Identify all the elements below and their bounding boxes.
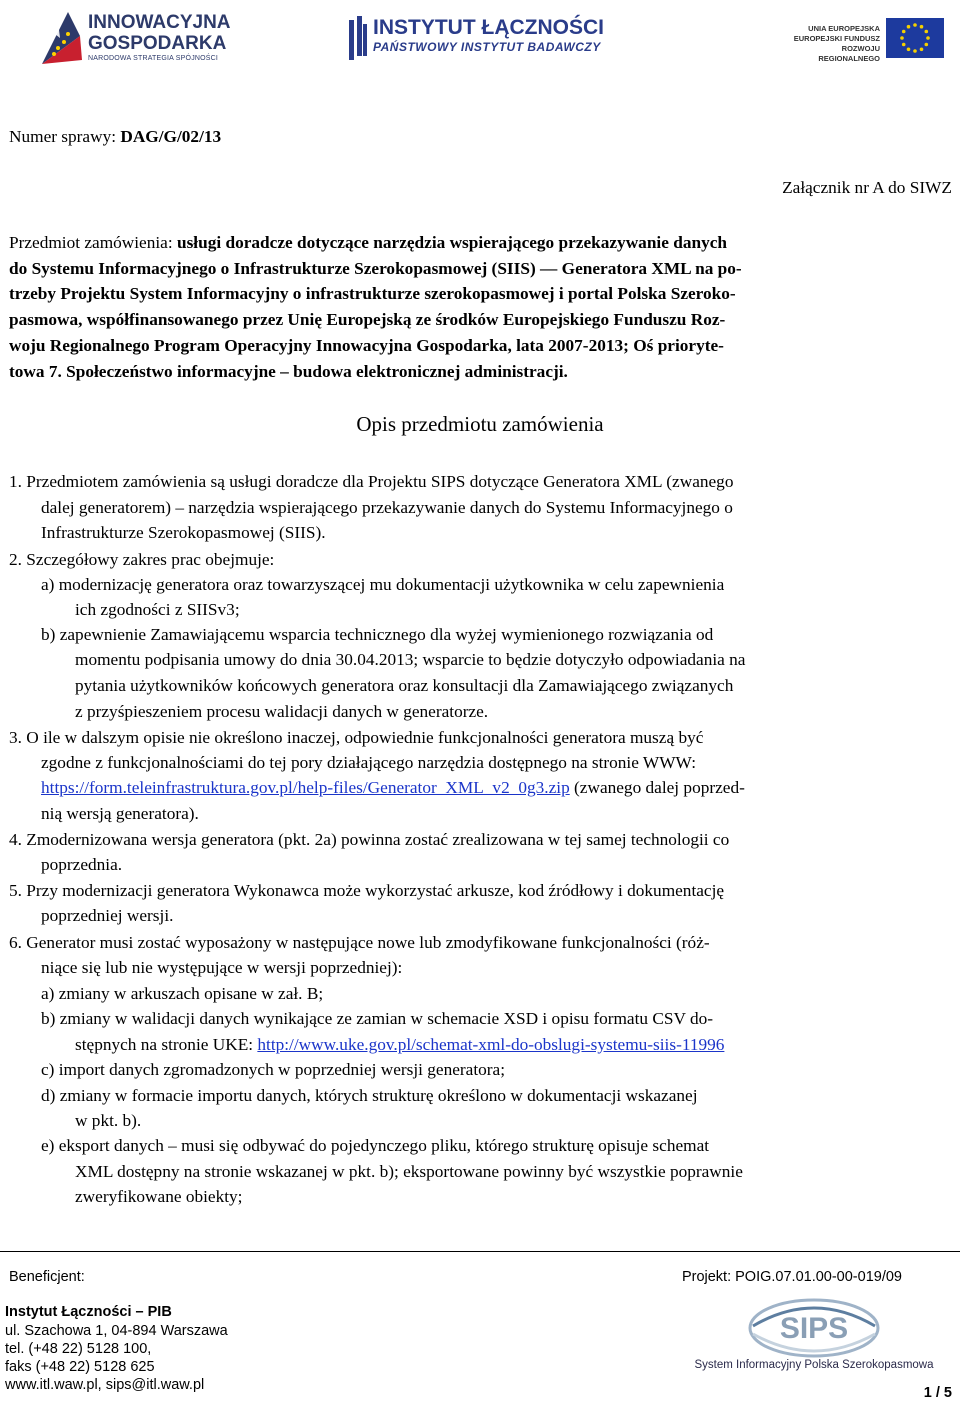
- ig-logo-line1: INNOWACYJNA: [88, 12, 231, 33]
- eu-star-icon: [925, 30, 929, 34]
- body-text: 3. O ile w dalszym opisie nie określono inaczej, odpowiednie funkcjonalności generatora muszą być: [9, 728, 704, 747]
- subject-line: [9, 283, 736, 305]
- body-text: (zwanego dalej poprzed-: [569, 778, 745, 797]
- body-line: [9, 880, 724, 902]
- body-text: pytania użytkowników końcowych generatora oraz konsultacji dla Zamawiającego związanych: [75, 676, 734, 695]
- body-text: XML dostępny na stronie wskazanej w pkt. b); eksportowane powinny być wszystkie poprawnie: [75, 1162, 743, 1181]
- subject-line: [9, 335, 724, 357]
- body-text: z przyśpieszeniem procesu walidacji danych w generatorze.: [75, 702, 489, 721]
- body-text: b) zmiany w walidacji danych wynikające ze zamian w schemacie XSD i opisu formatu CSV do-: [41, 1009, 714, 1028]
- body-line: [41, 905, 173, 927]
- subject-line: [9, 361, 568, 383]
- body-line: [9, 727, 703, 749]
- org-web: www.itl.waw.pl, sips@itl.waw.pl: [5, 1377, 205, 1393]
- footer-divider: [0, 1251, 960, 1252]
- ig-emblem-icon: [38, 8, 84, 68]
- eu-star-icon: [913, 23, 917, 27]
- eu-star-icon: [913, 49, 917, 53]
- body-line: [41, 1135, 709, 1157]
- subject-text: woju Regionalnego Program Operacyjny Innowacyjna Gospodarka, lata 2007-2013; Oś prioryte-: [9, 336, 724, 355]
- body-text: 1. Przedmiotem zamówienia są usługi doradcze dla Projektu SIPS dotyczące Generatora XML (zwanego: [9, 472, 734, 491]
- body-text: nią wersją generatora).: [41, 804, 199, 823]
- il-emblem-icon: [347, 16, 369, 64]
- body-text: c) import danych zgromadzonych w poprzedniej wersji generatora;: [41, 1060, 506, 1079]
- body-text: poprzednia.: [41, 855, 123, 874]
- body-line: [41, 574, 724, 596]
- subject-text: pasmowa, współfinansowanego przez Unię Europejską ze środków Europejskiego Funduszu Roz-: [9, 310, 726, 329]
- eu-star-icon: [902, 43, 906, 47]
- body-line: [75, 1186, 242, 1208]
- body-line: [75, 649, 745, 671]
- case-number-line: [9, 126, 221, 148]
- body-line: [75, 675, 733, 697]
- subject-line: [9, 232, 727, 254]
- eu-flag-icon: [886, 18, 944, 58]
- eu-star-icon: [920, 25, 924, 29]
- instytut-lacznosci-logo: [347, 16, 617, 66]
- project-number: Projekt: POIG.07.01.00-00-019/09: [681, 1269, 902, 1285]
- eu-star-icon: [902, 30, 906, 34]
- body-line: [9, 932, 710, 954]
- body-line: [9, 471, 733, 493]
- subject-text: trzeby Projektu System Informacyjny o infrastrukturze szerokopasmowej i portal Polska Szeroko-: [9, 284, 736, 303]
- case-number-label: Numer sprawy:: [9, 127, 121, 146]
- body-line: [41, 957, 402, 979]
- section-heading: Opis przedmiotu zamówienia: [356, 412, 604, 436]
- body-line: [75, 1161, 743, 1183]
- body-line: [41, 1008, 713, 1030]
- body-text: dalej generatorem) – narzędzia wspierającego przekazywanie danych do Systemu Informacyjnego o: [41, 498, 733, 517]
- body-text: b) zapewnienie Zamawiającemu wsparcia technicznego dla wyżej wymienionego rozwiązania od: [41, 625, 714, 644]
- body-line: [9, 549, 274, 571]
- case-number: DAG/G/02/13: [120, 127, 222, 146]
- body-text: poprzedniej wersji.: [41, 906, 174, 925]
- body-text: zweryfikowane obiekty;: [75, 1187, 243, 1206]
- org-name: Instytut Łączności – PIB: [5, 1304, 172, 1320]
- sips-logo: [683, 1296, 945, 1376]
- eu-star-icon: [907, 25, 911, 29]
- attachment-label: Załącznik nr A do SIWZ: [782, 178, 952, 197]
- sips-subtitle: System Informacyjny Polska Szerokopasmowa: [694, 1359, 934, 1371]
- ue-logo-line3: ROZWOJU REGIONALNEGO: [818, 44, 880, 63]
- body-line: [41, 777, 745, 799]
- org-fax: faks (+48 22) 5128 625: [5, 1359, 155, 1375]
- ue-logo-line1: UNIA EUROPEJSKA: [808, 24, 880, 33]
- uke-schema-link[interactable]: http://www.uke.gov.pl/schemat-xml-do-obslugi-systemu-siis-11996: [257, 1035, 725, 1054]
- sips-emblem-icon: [683, 1296, 945, 1358]
- eu-star-icon: [926, 36, 930, 40]
- body-text: w pkt. b).: [75, 1111, 142, 1130]
- subject-text: usługi doradcze dotyczące narzędzia wspierającego przekazywanie danych: [176, 233, 728, 252]
- body-line: [41, 1059, 505, 1081]
- body-text: a) zmiany w arkuszach opisane w zał. B;: [41, 984, 324, 1003]
- body-text: e) eksport danych – musi się odbywać do pojedynczego pliku, którego strukturę opisuje schemat: [41, 1136, 710, 1155]
- eu-star-icon: [907, 48, 911, 52]
- unia-europejska-logo: [780, 14, 945, 66]
- body-line: [75, 701, 488, 723]
- il-logo-line1: INSTYTUT ŁĄCZNOŚCI: [373, 16, 604, 39]
- sips-logo-text: SIPS: [779, 1312, 849, 1345]
- body-text: stępnych na stronie UKE:: [75, 1035, 258, 1054]
- org-tel: tel. (+48 22) 5128 100,: [5, 1341, 152, 1357]
- eu-star-icon: [920, 48, 924, 52]
- body-text: niące się lub nie występujące w wersji poprzedniej):: [41, 958, 403, 977]
- body-text: d) zmiany w formacie importu danych, których strukturę określono w dokumentacji wskazanej: [41, 1086, 698, 1105]
- subject-line: [9, 309, 725, 331]
- ue-logo-line2: EUROPEJSKI FUNDUSZ: [793, 34, 880, 43]
- body-text: 4. Zmodernizowana wersja generatora (pkt. 2a) powinna zostać zrealizowana w tej samej technologii co: [9, 830, 730, 849]
- beneficiary-label: Beneficjent:: [9, 1269, 85, 1285]
- body-text: ich zgodności z SIISv3;: [75, 600, 240, 619]
- subject-text: do Systemu Informacyjnego o Infrastrukturze Szerokopasmowej (SIIS) — Generatora XML na po-: [9, 259, 742, 278]
- body-line: [9, 829, 729, 851]
- body-line: [41, 522, 326, 544]
- page-number: 1 / 5: [923, 1385, 952, 1401]
- body-line: [41, 624, 713, 646]
- subject-label: Przedmiot zamówienia:: [9, 233, 177, 252]
- eu-star-icon: [925, 43, 929, 47]
- il-logo-line2: PAŃSTWOWY INSTYTUT BADAWCZY: [373, 40, 601, 54]
- body-line: [41, 1085, 698, 1107]
- ig-logo-line3: NARODOWA STRATEGIA SPÓJNOŚCI: [88, 55, 219, 62]
- body-line: [41, 983, 323, 1005]
- body-text: 6. Generator musi zostać wyposażony w następujące nowe lub zmodyfikowane funkcjonalności (róż-: [9, 933, 710, 952]
- body-line: [41, 803, 199, 825]
- body-line: [75, 1110, 141, 1132]
- body-line: [41, 854, 122, 876]
- body-text: 2. Szczegółowy zakres prac obejmuje:: [9, 550, 275, 569]
- ig-logo-line2: GOSPODARKA: [88, 33, 227, 54]
- body-text: zgodne z funkcjonalnościami do tej pory działającego narzędzia dostępnego na stronie WWW:: [41, 753, 696, 772]
- eu-star-icon: [900, 36, 904, 40]
- body-text: Infrastrukturze Szerokopasmowej (SIIS).: [41, 523, 326, 542]
- innowacyjna-gospodarka-logo: [38, 8, 238, 70]
- org-address: ul. Szachowa 1, 04-894 Warszawa: [5, 1323, 228, 1339]
- body-line: [75, 1034, 724, 1056]
- body-line: [75, 599, 240, 621]
- body-text: a) modernizację generatora oraz towarzyszącej mu dokumentacji użytkownika w celu zapewnienia: [41, 575, 725, 594]
- subject-line: [9, 258, 742, 280]
- body-text: momentu podpisania umowy do dnia 30.04.2013; wsparcie to będzie dotyczyło odpowiadania na: [75, 650, 746, 669]
- body-line: [41, 497, 733, 519]
- subject-text: towa 7. Społeczeństwo informacyjne – budowa elektronicznej administracji.: [9, 362, 568, 381]
- generator-download-link[interactable]: https://form.teleinfrastruktura.gov.pl/help-files/Generator_XML_v2_0g3.zip: [41, 778, 570, 797]
- body-line: [41, 752, 696, 774]
- body-text: 5. Przy modernizacji generatora Wykonawca może wykorzystać arkusze, kod źródłowy i dokumentację: [9, 881, 725, 900]
